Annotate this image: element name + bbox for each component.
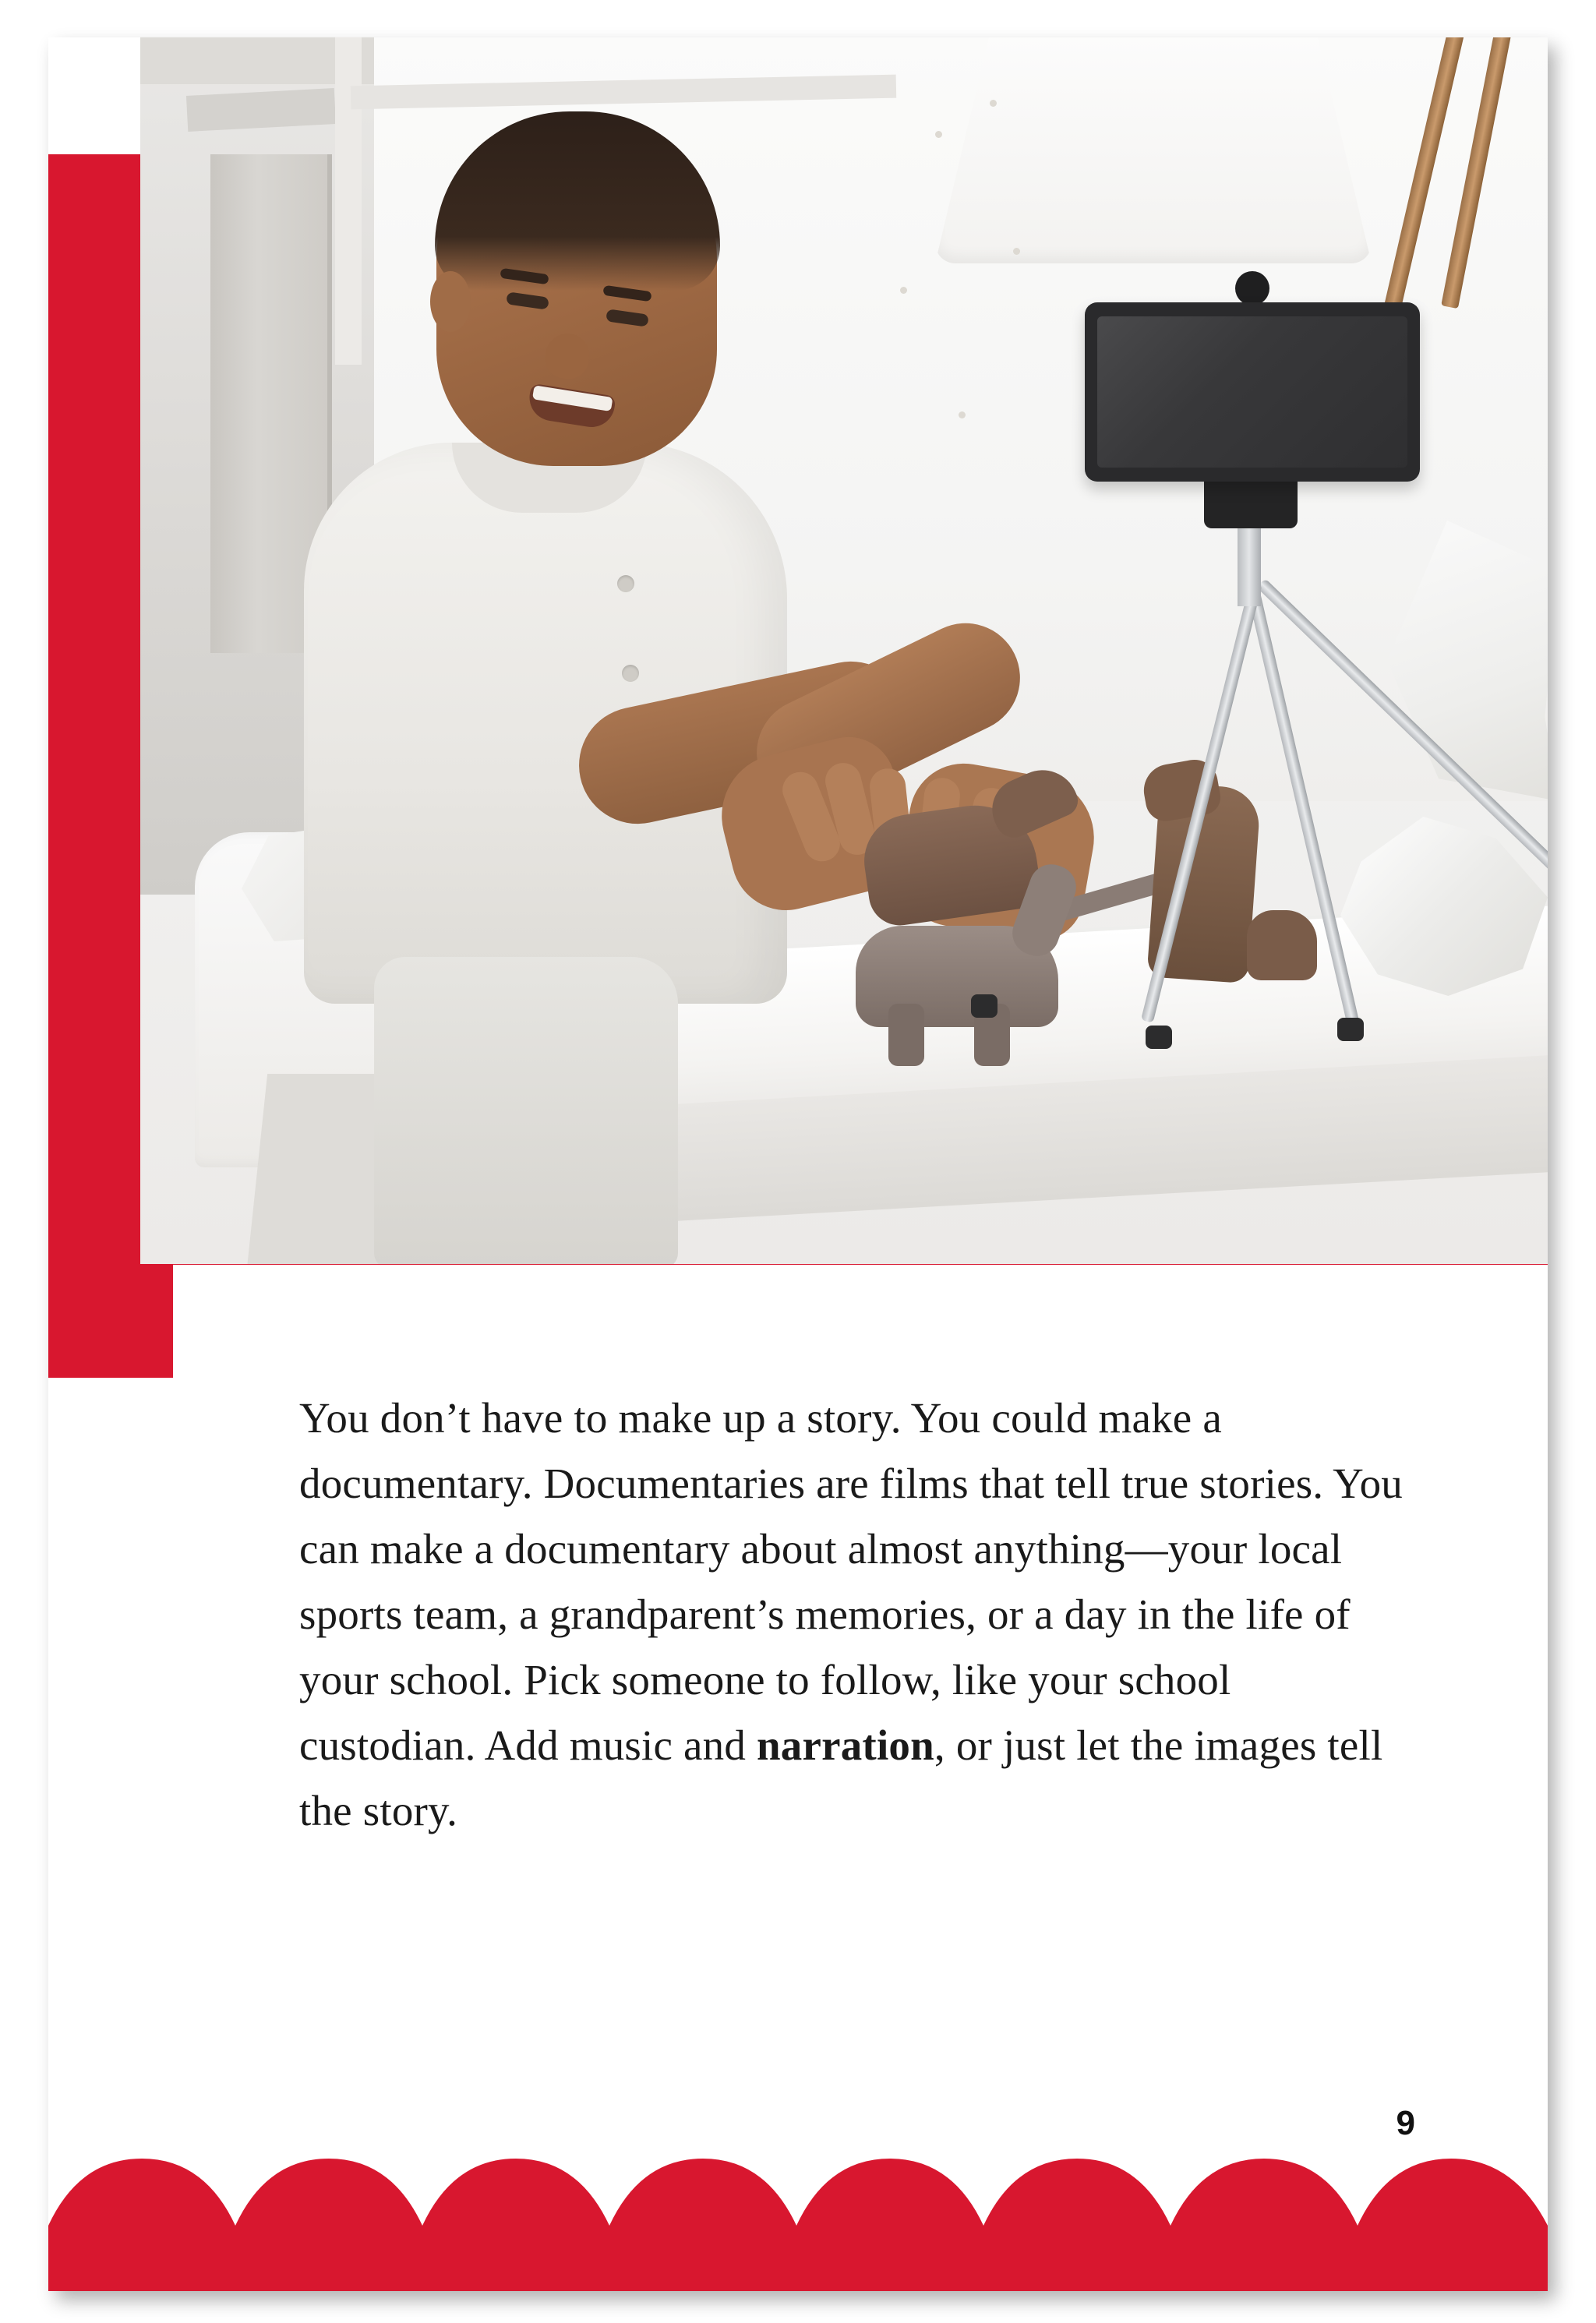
smartphone-on-tripod <box>1085 302 1420 482</box>
tripod-column <box>1238 521 1261 606</box>
speck <box>1013 248 1020 255</box>
body-paragraph <box>299 1386 1406 1844</box>
footer-scallop-shape <box>48 2151 1548 2291</box>
tripod-foot <box>1146 1026 1172 1049</box>
phone-screen <box>1097 316 1407 468</box>
boy-shorts <box>374 957 678 1264</box>
shirt-button <box>622 665 639 682</box>
toy-dinosaur-leg <box>888 1004 924 1066</box>
speck <box>935 131 942 138</box>
shirt-button <box>617 575 634 592</box>
speck <box>900 287 907 294</box>
tripod-knob <box>1235 271 1269 305</box>
tripod-head <box>1204 474 1298 528</box>
speck <box>959 411 966 418</box>
page-number: 9 <box>1396 2104 1415 2142</box>
photo-scene <box>140 37 1548 1264</box>
tripod-foot <box>971 994 998 1018</box>
toy-dinosaur-small <box>1247 910 1317 980</box>
speck <box>990 100 997 107</box>
boy-ear <box>430 271 471 332</box>
photo-boy-filming-dinosaurs <box>140 37 1548 1264</box>
book-page <box>48 37 1548 2291</box>
lampshade <box>935 37 1372 263</box>
vocabulary-term-narration: narration <box>757 1721 934 1769</box>
paragraph-text-part-2: , or just let the images tell the story. <box>299 1721 1383 1834</box>
tripod-foot <box>1337 1018 1364 1041</box>
scalloped-footer <box>48 2151 1548 2291</box>
paragraph-text-part-1: You don’t have to make up a story. You could make a documentary. Documentaries are films that tell true stories. You can make a documentary about almost anything—your local sports team, a grandparent’s memories, or a day in the life of your school. Pick someone to follow, like your school custodian. Add music and <box>299 1394 1403 1769</box>
